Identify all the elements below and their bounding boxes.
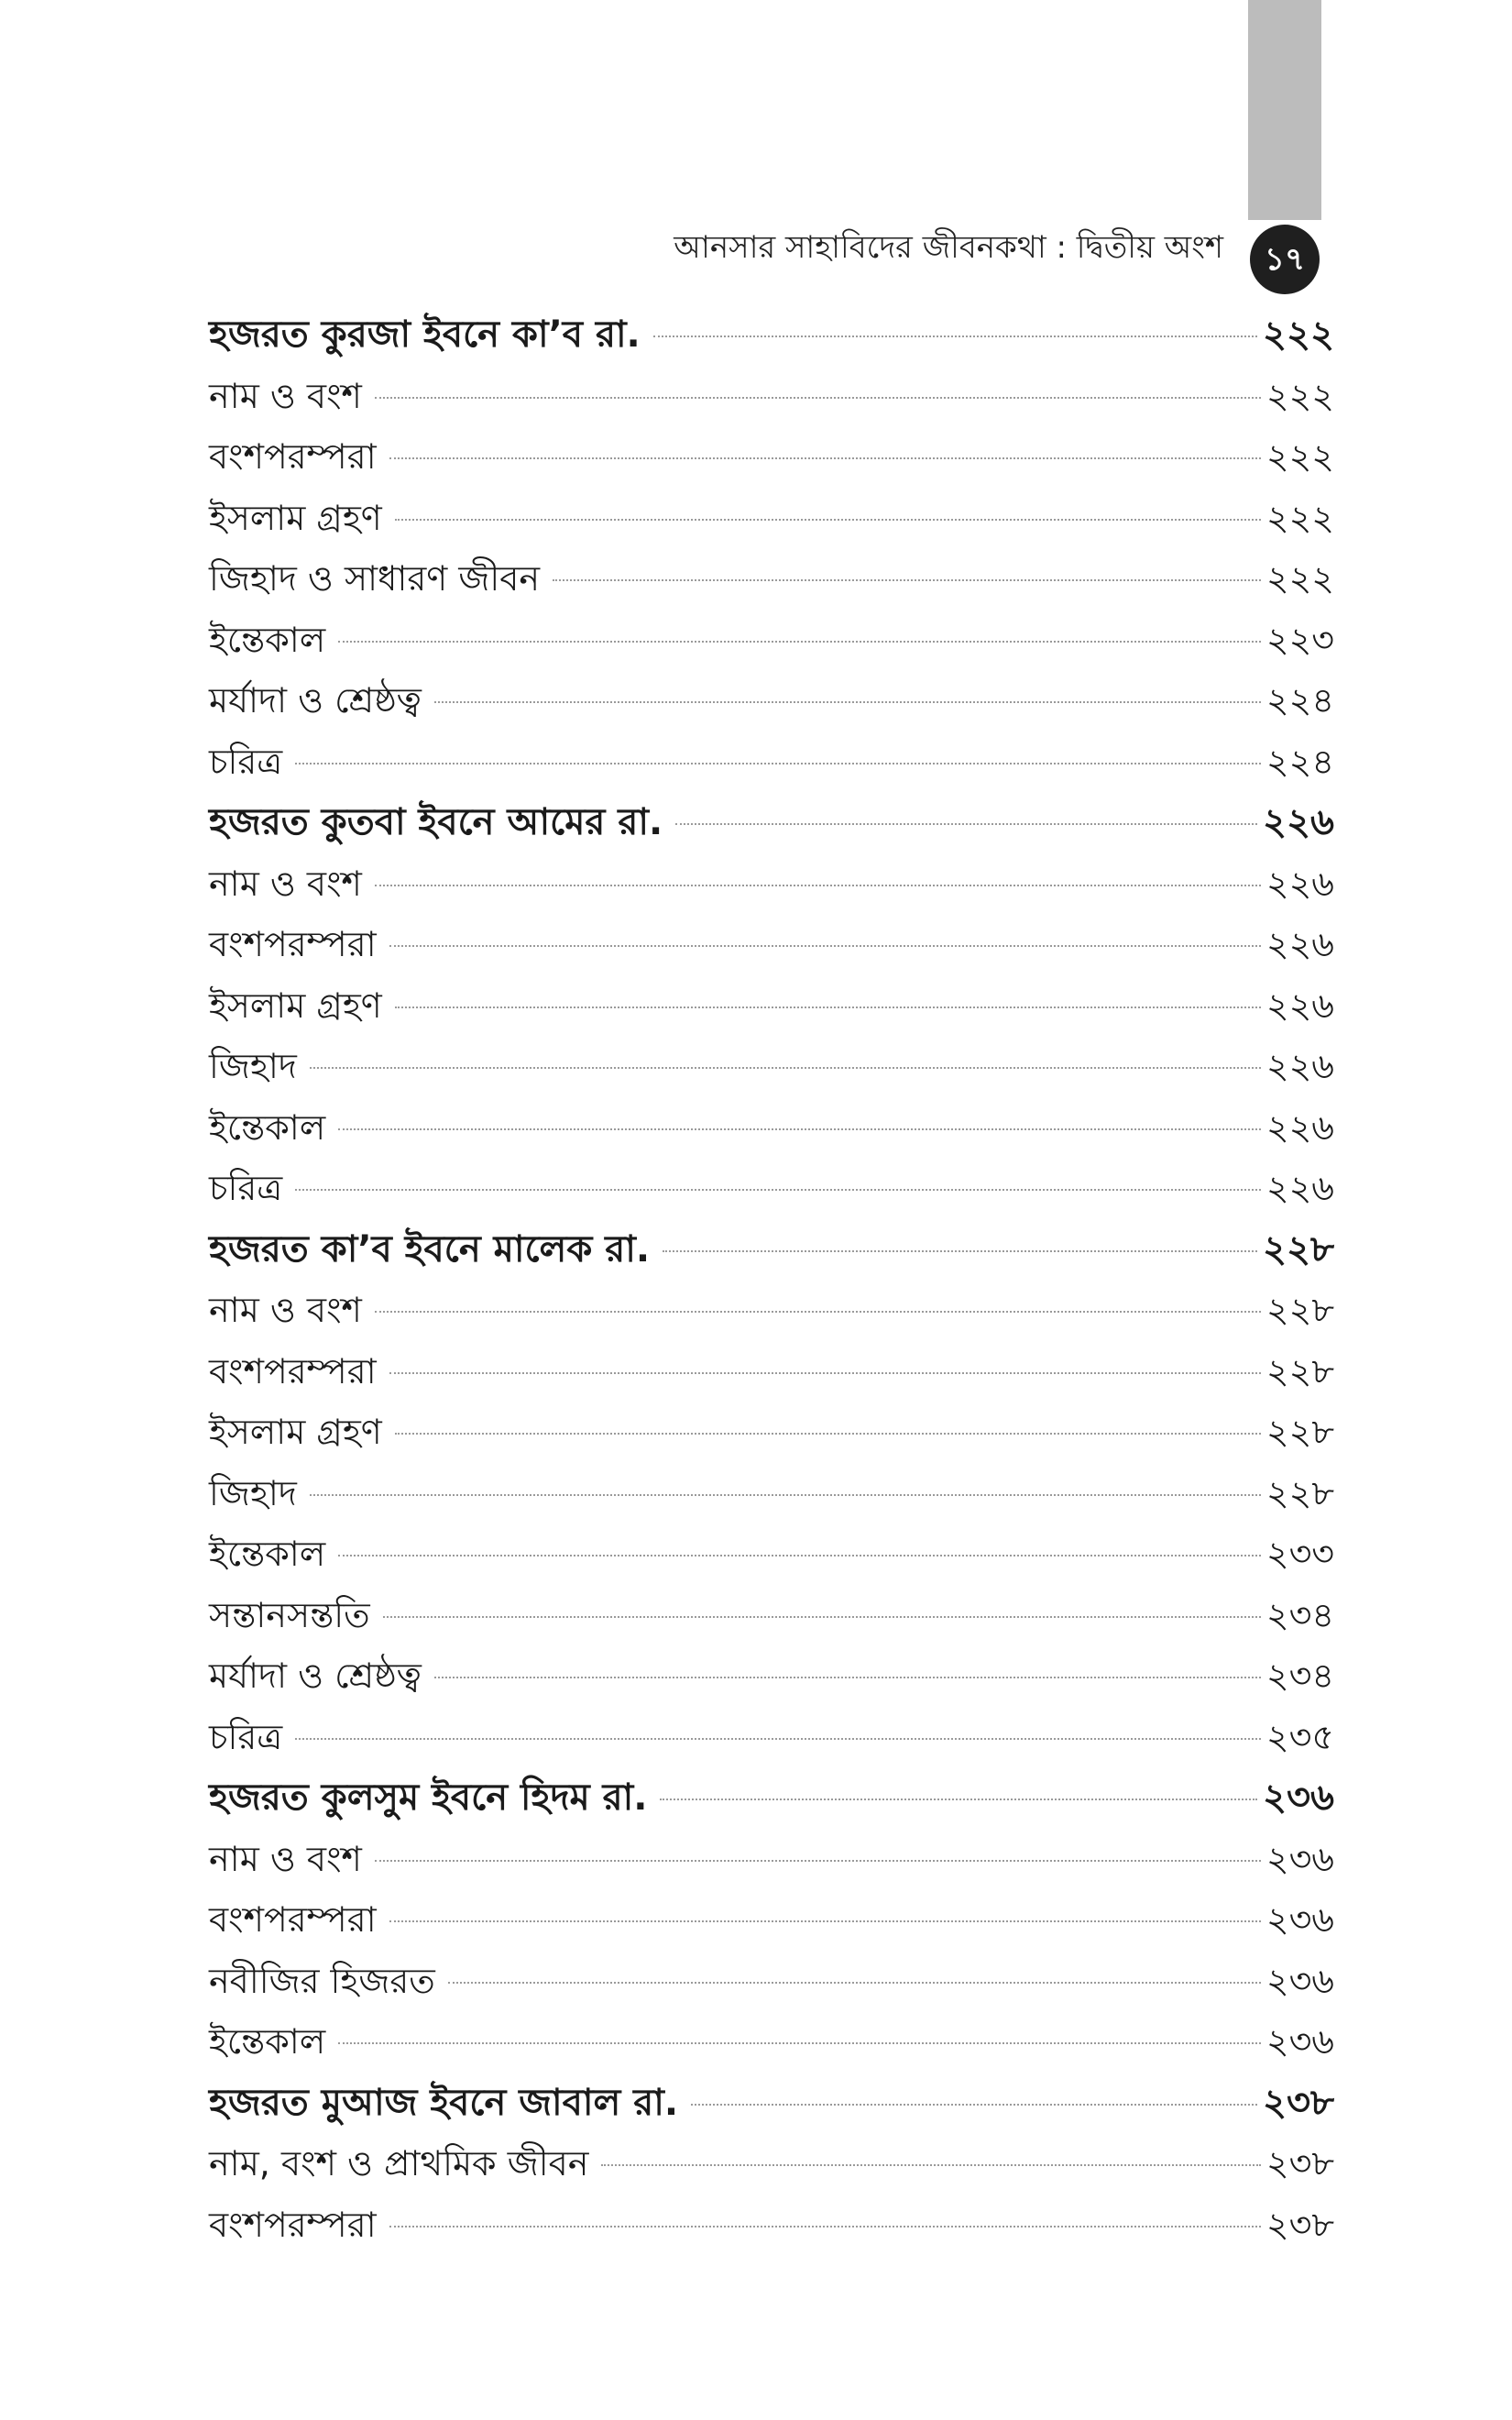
dot-leader [338,1128,1261,1130]
toc-entry-label: মর্যাদা ও শ্রেষ্ঠত্ব [209,1656,422,1696]
toc-entry-page-number: ২২২ [1265,375,1334,416]
toc-entry-page-number: ২২৬ [1265,984,1334,1026]
toc-entry[interactable] [209,914,1334,975]
toc-entry[interactable] [209,853,1334,915]
toc-entry-label: ইসলাম গ্রহণ [209,1412,382,1452]
toc-entry[interactable] [209,1889,1334,1951]
toc-entry-label: হজরত কুলসুম ইবনে হিদম রা. [209,1776,648,1819]
dot-leader [434,1677,1261,1678]
dot-leader [295,1738,1261,1740]
toc-entry-label: হজরত মুআজ ইবনে জাবাল রা. [209,2081,679,2124]
toc-entry-page-number: ২৩৮ [1265,2143,1334,2184]
toc-entry-label: জিহাদ ও সাধারণ জীবন [209,558,541,599]
dot-leader [375,885,1261,886]
toc-entry-label: ইসলাম গ্রহণ [209,497,382,538]
toc-entry-page-number: ২২৬ [1265,1046,1334,1086]
dot-leader [660,1798,1257,1800]
toc-entry-label: হজরত কা’ব ইবনে মালেক রা. [209,1227,651,1270]
toc-entry-page-number: ২২৮ [1265,1350,1334,1392]
toc-entry[interactable] [209,1585,1334,1646]
dot-leader [389,1920,1261,1922]
dot-leader [338,1555,1261,1556]
toc-entry[interactable] [209,488,1334,549]
toc-entry-page-number: ২২৮ [1265,1412,1334,1452]
toc-entry-page-number: ২৩৬ [1265,1960,1334,2001]
toc-entry-page-number: ২২৮ [1263,1227,1334,1270]
toc-entry[interactable] [209,732,1334,793]
toc-entry[interactable] [209,1402,1334,1463]
toc-entry-page-number: ২৩৪ [1265,1656,1334,1696]
toc-entry-label: নাম, বংশ ও প্রাথমিক জীবন [209,2143,589,2184]
dot-leader [389,457,1261,459]
dot-leader [295,763,1261,764]
toc-entry-label: হজরত কুতবা ইবনে আমের রা. [209,801,663,843]
toc-entry-label: চরিত্র [209,1716,283,1757]
toc-entry-page-number: ২৩৬ [1262,1776,1334,1819]
dot-leader [295,1189,1261,1191]
toc-entry[interactable] [209,1829,1334,1890]
toc-entry[interactable] [209,610,1334,671]
toc-entry-label: ইন্তেকাল [209,1106,326,1148]
dot-leader [310,1494,1261,1496]
toc-entry-label: ইন্তেকাল [209,619,326,660]
toc-entry[interactable] [209,2011,1334,2073]
table-of-contents [209,304,1334,2255]
toc-entry-page-number: ২২৪ [1265,741,1334,782]
dot-leader [375,397,1261,399]
toc-entry[interactable] [209,1524,1334,1585]
toc-entry-label: বংশপরম্পরা [209,2204,377,2245]
toc-entry-page-number: ২২৬ [1265,924,1334,964]
toc-entry[interactable] [209,2133,1334,2194]
toc-entry-label: নাম ও বংশ [209,1838,362,1879]
toc-entry-page-number: ২২২ [1265,497,1334,538]
toc-entry-page-number: ২৩৫ [1265,1716,1334,1757]
toc-entry-label: নবীজির হিজরত [209,1960,435,2001]
toc-entry-page-number: ২৩৪ [1265,1594,1334,1635]
toc-entry-page-number: ২২৬ [1265,1106,1334,1148]
dot-leader [675,823,1257,825]
toc-entry-page-number: ২৩৮ [1265,2204,1334,2245]
toc-entry-page-number: ২৩৬ [1265,2021,1334,2062]
toc-entry-page-number: ২২৪ [1265,680,1334,720]
toc-section-heading[interactable] [209,1767,1334,1829]
toc-entry[interactable] [209,1158,1334,1219]
toc-entry[interactable] [209,1280,1334,1341]
toc-entry-label: হজরত কুরজা ইবনে কা’ব রা. [209,314,641,356]
toc-entry-page-number: ২২২ [1265,558,1334,599]
toc-entry[interactable] [209,548,1334,610]
dot-leader [448,1982,1261,1984]
toc-section-heading[interactable] [209,2073,1334,2134]
dot-leader [601,2164,1261,2166]
toc-entry-label: নাম ও বংশ [209,863,362,904]
dot-leader [395,519,1261,521]
toc-section-heading[interactable] [209,304,1334,366]
toc-entry-page-number: ২২৬ [1262,801,1334,843]
toc-entry-page-number: ২২৬ [1265,863,1334,904]
dot-leader [395,1433,1261,1435]
dot-leader [338,2042,1261,2044]
toc-entry[interactable] [209,1645,1334,1707]
toc-entry-label: নাম ও বংশ [209,1290,362,1330]
toc-entry-page-number: ২৩৬ [1265,1838,1334,1879]
toc-entry-page-number: ২২২ [1265,436,1334,477]
toc-entry-page-number: ২২৩ [1265,619,1334,660]
dot-leader [375,1860,1261,1862]
toc-entry-label: ইন্তেকাল [209,1534,326,1574]
dot-leader [395,1006,1261,1008]
toc-entry[interactable] [209,1463,1334,1524]
toc-entry[interactable] [209,2194,1334,2256]
dot-leader [691,2104,1257,2106]
toc-entry-page-number: ২২৮ [1265,1290,1334,1330]
dot-leader [389,2226,1261,2228]
toc-entry-label: ইন্তেকাল [209,2021,326,2062]
toc-entry-page-number: ২২২ [1262,314,1334,356]
toc-entry-page-number: ২২৬ [1265,1168,1334,1208]
toc-entry-label: জিহাদ [209,1472,297,1513]
toc-entry[interactable] [209,1951,1334,2012]
toc-entry[interactable] [209,1341,1334,1402]
toc-entry-label: বংশপরম্পরা [209,1899,377,1940]
toc-entry-label: বংশপরম্পরা [209,436,377,477]
running-title: আনসার সাহাবিদের জীবনকথা : দ্বিতীয় অংশ [674,229,1223,266]
page-tab-strip [1248,0,1321,220]
toc-section-heading[interactable] [209,1219,1334,1281]
toc-entry-label: সন্তানসন্ততি [209,1594,370,1635]
page-header [0,220,1512,284]
dot-leader [310,1067,1261,1069]
dot-leader [653,336,1257,337]
dot-leader [375,1311,1261,1313]
toc-entry-label: চরিত্র [209,741,283,782]
toc-entry[interactable] [209,1036,1334,1097]
dot-leader [434,701,1261,703]
toc-entry-label: বংশপরম্পরা [209,924,377,964]
toc-entry-page-number: ২২৮ [1265,1472,1334,1513]
dot-leader [338,641,1261,643]
toc-entry-label: ইসলাম গ্রহণ [209,984,382,1026]
toc-section-heading[interactable] [209,792,1334,853]
toc-entry[interactable] [209,426,1334,488]
toc-entry[interactable] [209,670,1334,732]
toc-entry-label: নাম ও বংশ [209,375,362,416]
toc-entry[interactable] [209,975,1334,1037]
toc-entry[interactable] [209,1707,1334,1768]
toc-entry-label: মর্যাদা ও শ্রেষ্ঠত্ব [209,680,422,720]
toc-entry-page-number: ২৩৩ [1265,1534,1334,1574]
dot-leader [553,579,1261,581]
toc-entry[interactable] [209,366,1334,427]
dot-leader [389,1372,1261,1374]
dot-leader [389,945,1261,947]
toc-entry-page-number: ২৩৮ [1263,2081,1334,2124]
toc-entry-label: চরিত্র [209,1168,283,1208]
toc-entry-page-number: ২৩৬ [1265,1899,1334,1940]
toc-entry[interactable] [209,1097,1334,1159]
dot-leader [663,1250,1257,1252]
dot-leader [383,1616,1261,1618]
page-number-badge: ১৭ [1250,225,1320,294]
toc-entry-label: বংশপরম্পরা [209,1350,377,1392]
toc-entry-label: জিহাদ [209,1046,297,1086]
